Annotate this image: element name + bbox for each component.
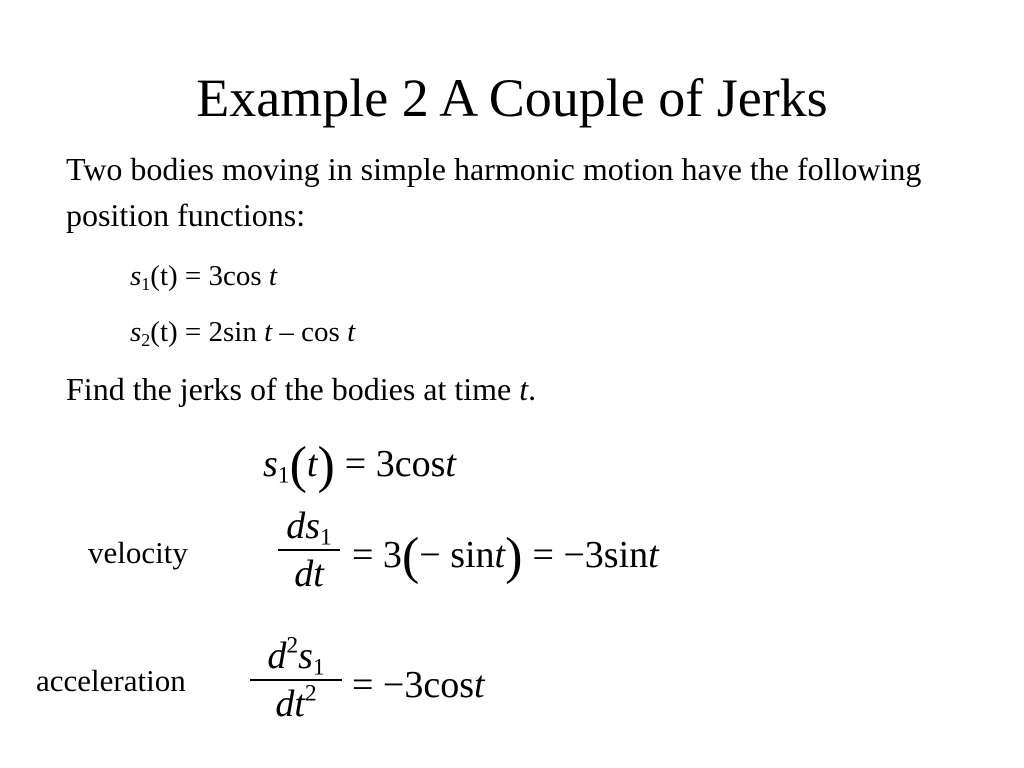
- position-equation: $s_1(t) = 3\cos t$: [263, 437, 456, 494]
- s2-definition: $s_2(t) = 2\sin$ t – cos t: [130, 316, 356, 351]
- velocity-rhs: = 3(− sint) = −3sint: [352, 528, 659, 585]
- s1-definition: $s_1(t) = 3\cos$ t: [130, 260, 277, 295]
- acceleration-rhs: = −3cost: [352, 664, 485, 706]
- slide-title: Example 2 A Couple of Jerks: [196, 68, 828, 128]
- acceleration-derivative-fraction: $d^2s_1$ $dt^2$: [250, 634, 342, 726]
- velocity-derivative-fraction: $ds_1$ dt: [278, 504, 340, 596]
- question-text: Find the jerks of the bodies at time t.: [66, 371, 537, 407]
- acceleration-label: acceleration: [36, 663, 186, 698]
- velocity-label: velocity: [88, 535, 188, 570]
- intro-text: Two bodies moving in simple harmonic motion have the following position functions:: [66, 151, 922, 233]
